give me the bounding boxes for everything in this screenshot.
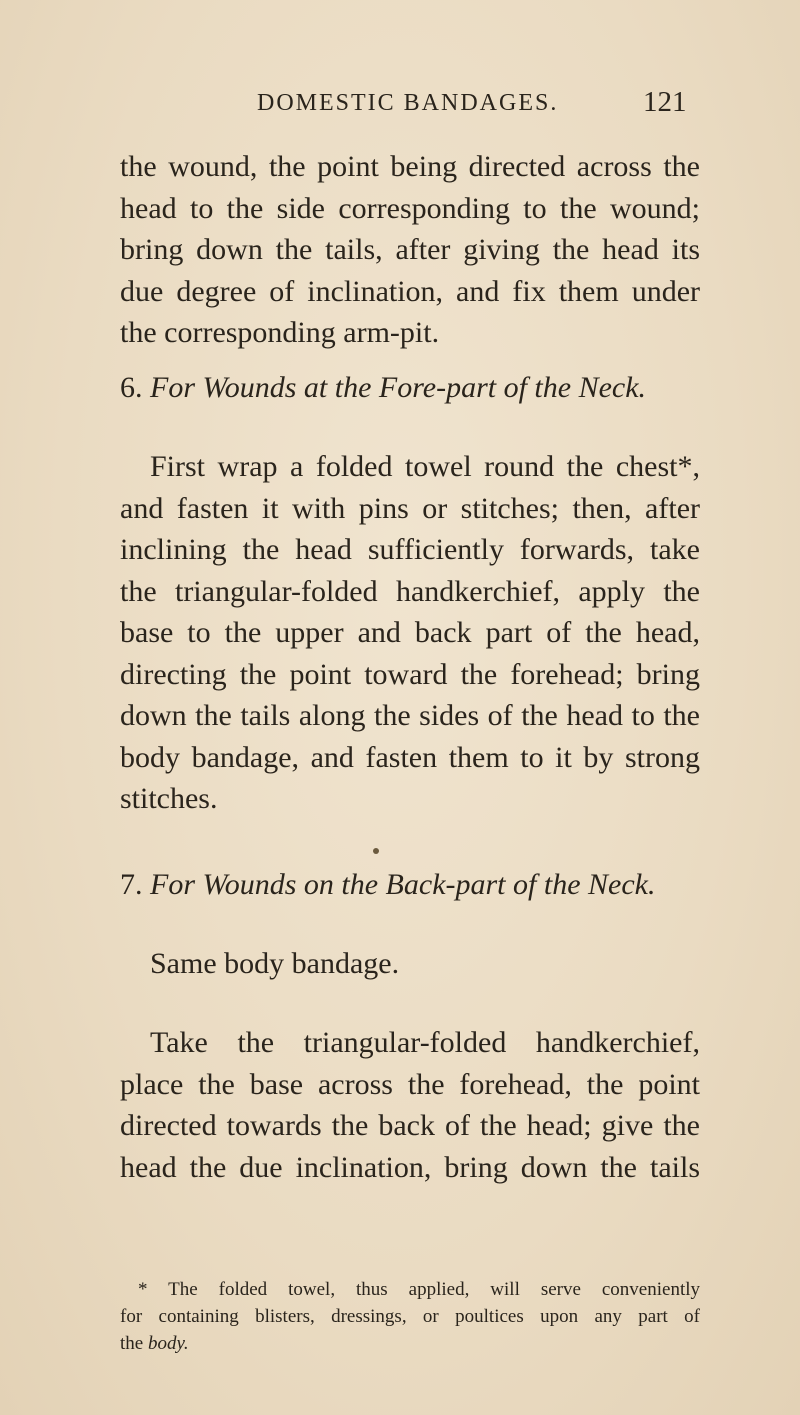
paragraph-back-part [120, 1022, 700, 1188]
footnote-line [120, 1330, 700, 1357]
text-line: place the base across the forehead, the point [120, 1067, 700, 1101]
text-line: down the tails along the sides of the head to the [120, 699, 700, 732]
footnote-italic-text: body. [147, 1333, 189, 1354]
section-number: 7. [120, 868, 143, 901]
paragraph-fore-part [120, 446, 700, 820]
text-line: stitches. [120, 782, 218, 815]
text-line: base to the upper and back part of the head, [120, 616, 700, 649]
footnote-line: * The folded towel, thus applied, will serve conveniently [138, 1279, 700, 1300]
text-line: Same body bandage. [150, 947, 400, 980]
ink-speck [373, 848, 379, 854]
paragraph-continuation [120, 146, 700, 354]
text-line: head the due inclination, bring down the tails [120, 1150, 700, 1184]
text-line: inclining the head sufficiently forwards, take [120, 533, 700, 566]
footnote [120, 1276, 700, 1357]
footnote-text: the [120, 1333, 148, 1354]
text-line: the triangular-folded handkerchief, apply the [120, 574, 700, 608]
text-line: First wrap a folded towel round the chest*, [150, 450, 700, 483]
section-heading-7 [120, 864, 700, 906]
running-head [0, 86, 800, 130]
page-number: 121 [643, 86, 687, 118]
section-title: For Wounds on the Back-part of the Neck. [150, 868, 656, 901]
text-line: the corresponding arm-pit. [120, 316, 440, 349]
running-title: DOMESTIC BANDAGES. [257, 90, 559, 116]
footnote-line: for containing blisters, dressings, or poultices upon any part of [120, 1306, 700, 1327]
text-line: the wound, the point being directed across the [120, 150, 700, 183]
text-line: directed towards the back of the head; give the [120, 1109, 700, 1142]
section-heading-6 [120, 367, 700, 409]
text-line: bring down the tails, after giving the head its [120, 233, 700, 266]
section-title: For Wounds at the Fore-part of the Neck. [150, 371, 647, 404]
paragraph-body-bandage [120, 943, 700, 985]
text-line: and fasten it with pins or stitches; then, after [120, 491, 700, 525]
section-number: 6. [120, 371, 143, 404]
text-line: Take the triangular-folded handkerchief, [150, 1026, 700, 1059]
text-line: head to the side corresponding to the wound; [120, 191, 700, 225]
text-line: due degree of inclination, and fix them under [120, 274, 700, 308]
text-line: directing the point toward the forehead; bring [120, 657, 700, 691]
text-line: body bandage, and fasten them to it by strong [120, 740, 700, 774]
